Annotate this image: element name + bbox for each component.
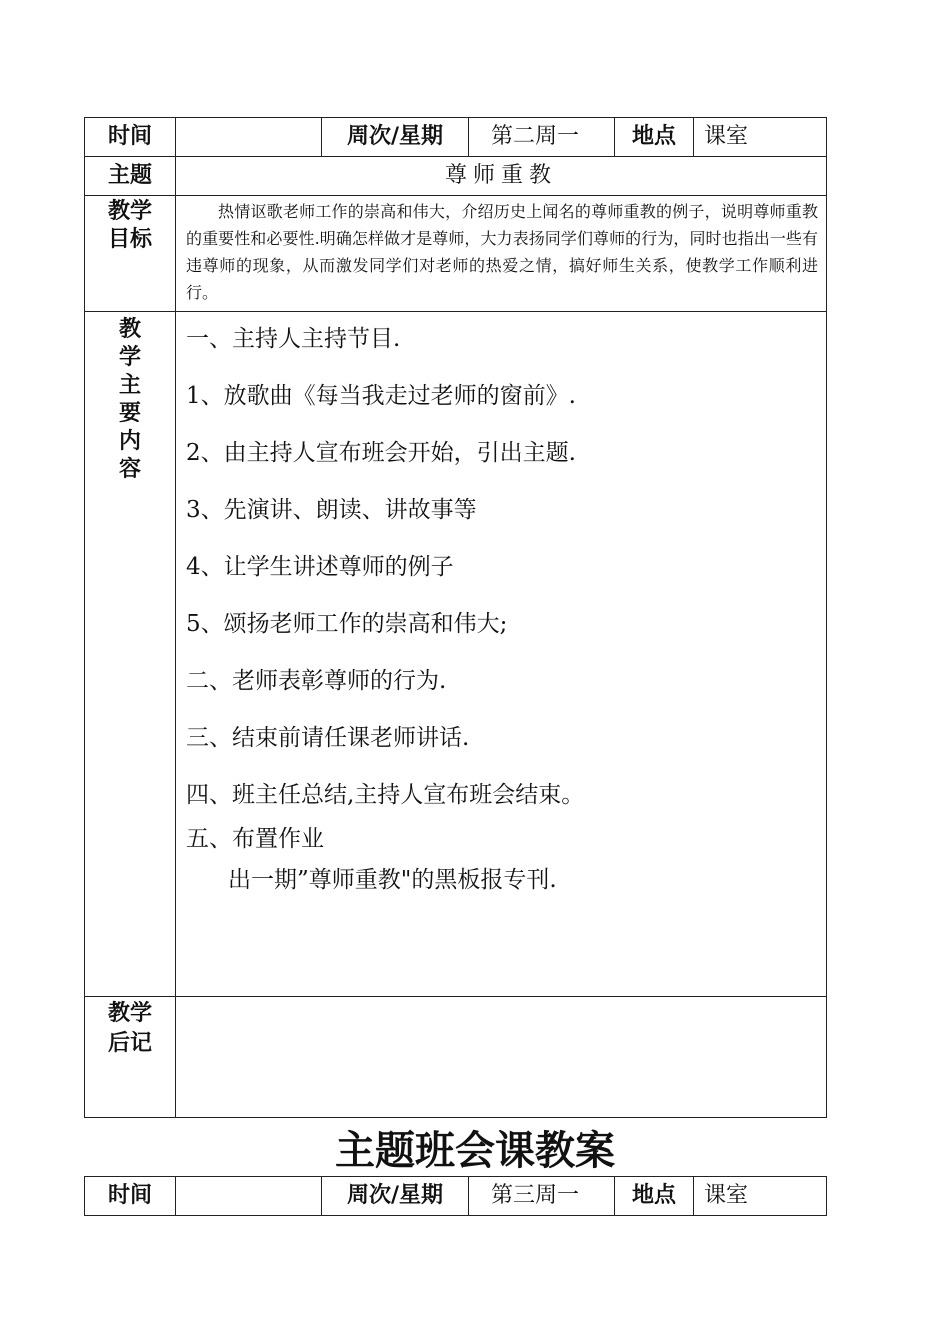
document-title: 主题班会课教案	[335, 1128, 615, 1174]
lesson-plan-table-2	[84, 1176, 827, 1216]
time-value	[176, 1177, 322, 1216]
week-day-label: 周次/星期	[322, 118, 469, 157]
lesson-plan-table-1	[84, 117, 827, 1118]
goal-label: 教学目标	[85, 196, 176, 312]
content-row	[85, 312, 827, 997]
content-item: 1、放歌曲《每当我走过老师的窗前》.	[186, 383, 576, 409]
place-label: 地点	[615, 1177, 694, 1216]
notes-row	[85, 997, 827, 1118]
notes-value	[176, 997, 827, 1118]
goal-row	[85, 196, 827, 312]
content-item: 二、老师表彰尊师的行为.	[186, 668, 447, 694]
content-label: 教学主要内容	[85, 312, 176, 997]
place-value: 课室	[694, 118, 827, 157]
info-row	[85, 1177, 827, 1216]
content-item: 三、结束前请任课老师讲话.	[186, 725, 470, 751]
content-item: 四、班主任总结,主持人宣布班会结束。	[186, 782, 585, 808]
info-row	[85, 118, 827, 157]
time-label: 时间	[85, 1177, 176, 1216]
content-item: 五、布置作业	[186, 826, 324, 852]
content-item: 4、让学生讲述尊师的例子	[186, 554, 454, 580]
theme-value: 尊师重教	[176, 157, 827, 196]
theme-label: 主题	[85, 157, 176, 196]
content-item: 5、颂扬老师工作的崇高和伟大;	[186, 611, 508, 637]
theme-row	[85, 157, 827, 196]
week-day-label: 周次/星期	[322, 1177, 469, 1216]
content-list	[176, 312, 827, 997]
content-item: 出一期”尊师重教"的黑板报专刊.	[228, 867, 557, 893]
notes-label: 教学后记	[85, 997, 176, 1118]
week-value: 第三周一	[469, 1177, 615, 1216]
content-item: 一、主持人主持节目.	[186, 326, 401, 352]
week-value: 第二周一	[469, 118, 615, 157]
place-value: 课室	[694, 1177, 827, 1216]
content-item: 2、由主持人宣布班会开始，引出主题.	[186, 440, 576, 466]
time-label: 时间	[85, 118, 176, 157]
place-label: 地点	[615, 118, 694, 157]
time-value	[176, 118, 322, 157]
content-item: 3、先演讲、朗读、讲故事等	[186, 497, 477, 523]
goal-text: 热情讴歌老师工作的崇高和伟大，介绍历史上闻名的尊师重教的例子，说明尊师重教的重要性和必要性.明确怎样做才是尊师，大力表扬同学们尊师的行为，同时也指出一些有违尊师的现象，从而激发同学们对老师的热爱之情，搞好师生关系，使教学工作顺利进行。	[176, 196, 827, 312]
